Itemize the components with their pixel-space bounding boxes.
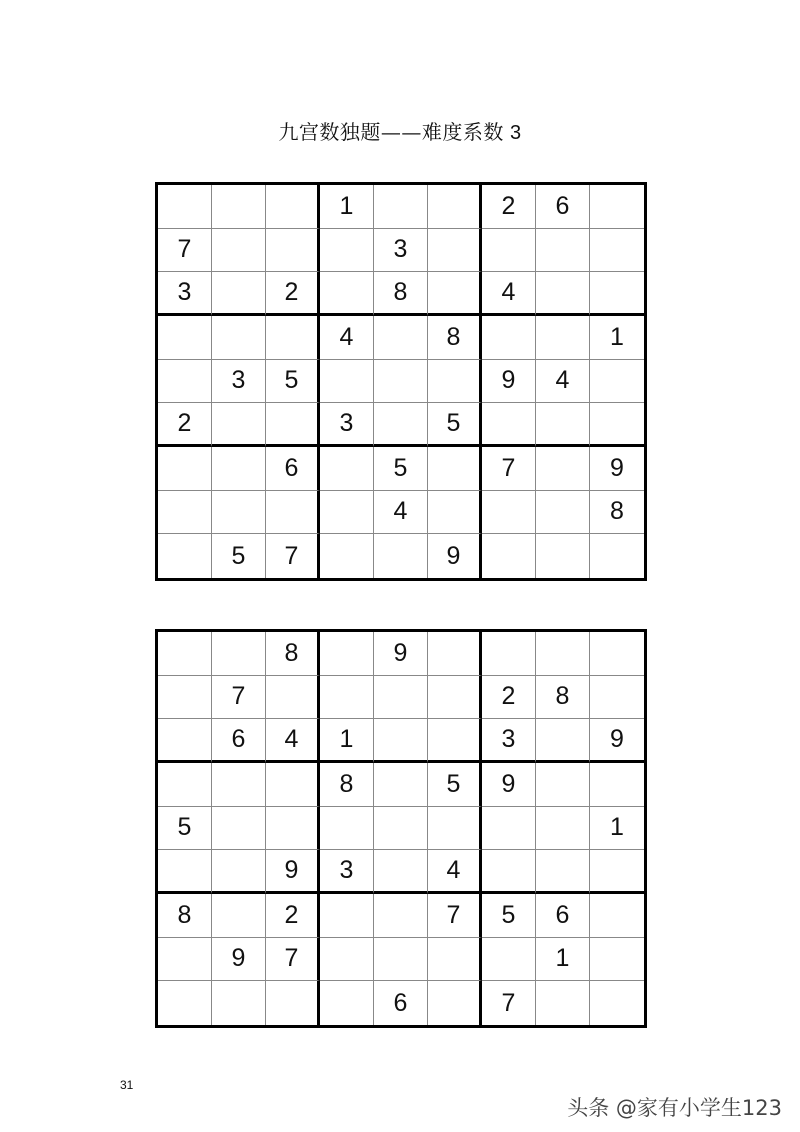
sudoku-cell — [536, 272, 590, 316]
sudoku-cell: 4 — [374, 491, 428, 535]
sudoku-cell — [428, 360, 482, 404]
sudoku-cell: 5 — [158, 807, 212, 851]
sudoku-cell — [590, 981, 644, 1025]
sudoku-cell: 1 — [320, 185, 374, 229]
sudoku-cell: 8 — [158, 894, 212, 938]
sudoku-cell — [482, 807, 536, 851]
sudoku-cell — [266, 676, 320, 720]
sudoku-cell: 3 — [212, 360, 266, 404]
sudoku-cell — [590, 632, 644, 676]
sudoku-cell: 6 — [374, 981, 428, 1025]
sudoku-cell: 8 — [428, 316, 482, 360]
sudoku-cell — [536, 719, 590, 763]
sudoku-cell — [374, 894, 428, 938]
sudoku-cell: 1 — [590, 807, 644, 851]
sudoku-cell: 5 — [212, 534, 266, 578]
sudoku-cell: 2 — [482, 676, 536, 720]
sudoku-cell — [428, 676, 482, 720]
sudoku-grid-1 — [155, 182, 647, 581]
sudoku-cell: 7 — [482, 447, 536, 491]
sudoku-cell — [536, 316, 590, 360]
sudoku-cell — [590, 534, 644, 578]
sudoku-cell: 9 — [590, 447, 644, 491]
sudoku-cell: 9 — [212, 938, 266, 982]
sudoku-cell: 8 — [266, 632, 320, 676]
sudoku-cell — [212, 447, 266, 491]
sudoku-cell — [158, 676, 212, 720]
sudoku-cell: 7 — [266, 534, 320, 578]
sudoku-cell — [428, 491, 482, 535]
sudoku-cell: 7 — [428, 894, 482, 938]
sudoku-cell — [590, 850, 644, 894]
sudoku-cell — [536, 807, 590, 851]
sudoku-cell — [482, 850, 536, 894]
sudoku-cell — [320, 894, 374, 938]
sudoku-cell — [374, 676, 428, 720]
sudoku-cell: 4 — [536, 360, 590, 404]
sudoku-cell: 4 — [428, 850, 482, 894]
sudoku-cell: 2 — [482, 185, 536, 229]
sudoku-cell — [266, 807, 320, 851]
sudoku-cell: 8 — [320, 763, 374, 807]
sudoku-cell — [590, 938, 644, 982]
sudoku-cell — [320, 632, 374, 676]
sudoku-cell — [482, 229, 536, 273]
sudoku-cell: 6 — [266, 447, 320, 491]
title-text: 九宫数独题——难度系数 — [278, 120, 504, 144]
sudoku-cell — [158, 360, 212, 404]
sudoku-cell — [536, 229, 590, 273]
sudoku-cell — [320, 229, 374, 273]
sudoku-cell: 1 — [320, 719, 374, 763]
sudoku-cell — [266, 491, 320, 535]
sudoku-cell: 8 — [590, 491, 644, 535]
sudoku-cell — [374, 360, 428, 404]
sudoku-cell — [158, 534, 212, 578]
sudoku-grid-2 — [155, 629, 647, 1028]
sudoku-cell: 3 — [482, 719, 536, 763]
sudoku-cell — [320, 807, 374, 851]
sudoku-cell — [320, 981, 374, 1025]
sudoku-cell: 6 — [212, 719, 266, 763]
sudoku-cell: 2 — [266, 894, 320, 938]
sudoku-cell: 8 — [536, 676, 590, 720]
sudoku-cell — [374, 850, 428, 894]
sudoku-cell — [536, 981, 590, 1025]
sudoku-cell — [158, 719, 212, 763]
sudoku-cell — [266, 229, 320, 273]
sudoku-cell: 1 — [590, 316, 644, 360]
sudoku-cell — [158, 763, 212, 807]
sudoku-cell — [212, 229, 266, 273]
sudoku-cell — [374, 316, 428, 360]
sudoku-cell: 4 — [266, 719, 320, 763]
sudoku-cell — [428, 719, 482, 763]
sudoku-cell: 5 — [266, 360, 320, 404]
sudoku-cell: 3 — [320, 403, 374, 447]
sudoku-cell — [482, 632, 536, 676]
sudoku-cell — [374, 807, 428, 851]
sudoku-cell — [428, 938, 482, 982]
sudoku-cell — [212, 403, 266, 447]
sudoku-cell — [428, 632, 482, 676]
sudoku-cell — [266, 763, 320, 807]
sudoku-cell — [212, 850, 266, 894]
sudoku-cell — [590, 676, 644, 720]
difficulty-level: 3 — [509, 122, 522, 144]
sudoku-cell — [374, 403, 428, 447]
sudoku-cell: 7 — [158, 229, 212, 273]
sudoku-cell: 6 — [536, 185, 590, 229]
sudoku-cell — [536, 632, 590, 676]
sudoku-cell: 5 — [428, 763, 482, 807]
sudoku-cell — [482, 403, 536, 447]
sudoku-cell: 8 — [374, 272, 428, 316]
sudoku-cell: 2 — [158, 403, 212, 447]
sudoku-cell — [320, 534, 374, 578]
sudoku-cell — [428, 807, 482, 851]
sudoku-cell — [590, 229, 644, 273]
sudoku-cell: 9 — [482, 763, 536, 807]
sudoku-cell — [158, 981, 212, 1025]
sudoku-cell — [536, 850, 590, 894]
sudoku-cell — [266, 981, 320, 1025]
sudoku-cell — [212, 894, 266, 938]
sudoku-cell — [428, 447, 482, 491]
sudoku-cell: 4 — [482, 272, 536, 316]
sudoku-cell: 3 — [374, 229, 428, 273]
sudoku-cell: 9 — [374, 632, 428, 676]
sudoku-cell: 5 — [482, 894, 536, 938]
sudoku-cell — [536, 534, 590, 578]
sudoku-cell — [158, 447, 212, 491]
sudoku-cell: 5 — [428, 403, 482, 447]
sudoku-cell: 4 — [320, 316, 374, 360]
sudoku-cell — [158, 938, 212, 982]
sudoku-cell — [320, 938, 374, 982]
sudoku-cell — [428, 185, 482, 229]
sudoku-cell — [590, 360, 644, 404]
sudoku-cell: 9 — [266, 850, 320, 894]
sudoku-cell — [536, 447, 590, 491]
sudoku-cell — [320, 360, 374, 404]
sudoku-cell — [482, 316, 536, 360]
sudoku-cell — [266, 185, 320, 229]
sudoku-cell — [536, 403, 590, 447]
sudoku-cell — [212, 632, 266, 676]
sudoku-cell — [590, 894, 644, 938]
sudoku-cell: 7 — [266, 938, 320, 982]
sudoku-cell — [212, 807, 266, 851]
sudoku-cell — [266, 403, 320, 447]
page-title — [0, 116, 800, 145]
sudoku-cell: 7 — [212, 676, 266, 720]
sudoku-cell: 5 — [374, 447, 428, 491]
sudoku-cell — [428, 272, 482, 316]
sudoku-cell — [158, 316, 212, 360]
sudoku-cell — [212, 185, 266, 229]
sudoku-cell — [590, 272, 644, 316]
sudoku-cell — [374, 763, 428, 807]
sudoku-cell — [158, 185, 212, 229]
sudoku-cell: 3 — [158, 272, 212, 316]
sudoku-cell: 9 — [590, 719, 644, 763]
sudoku-cell — [212, 491, 266, 535]
sudoku-cell — [212, 981, 266, 1025]
sudoku-cell — [320, 272, 374, 316]
sudoku-cell: 7 — [482, 981, 536, 1025]
sudoku-cell — [482, 491, 536, 535]
sudoku-cell — [320, 447, 374, 491]
sudoku-cell — [428, 981, 482, 1025]
sudoku-cell — [374, 938, 428, 982]
page-number: 31 — [120, 1078, 134, 1092]
sudoku-cell — [590, 403, 644, 447]
sudoku-cell — [266, 316, 320, 360]
sudoku-cell — [374, 534, 428, 578]
sudoku-cell: 1 — [536, 938, 590, 982]
sudoku-cell: 2 — [266, 272, 320, 316]
sudoku-cell: 9 — [428, 534, 482, 578]
sudoku-cell — [212, 763, 266, 807]
sudoku-cell — [212, 272, 266, 316]
sudoku-cell — [212, 316, 266, 360]
sudoku-cell — [158, 632, 212, 676]
sudoku-cell — [374, 185, 428, 229]
sudoku-cell — [536, 491, 590, 535]
sudoku-cell — [374, 719, 428, 763]
sudoku-cell — [590, 185, 644, 229]
sudoku-cell — [158, 491, 212, 535]
sudoku-cell — [482, 534, 536, 578]
sudoku-cell: 3 — [320, 850, 374, 894]
sudoku-cell — [590, 763, 644, 807]
sudoku-cell — [536, 763, 590, 807]
sudoku-cell — [158, 850, 212, 894]
sudoku-cell: 9 — [482, 360, 536, 404]
sudoku-cell — [320, 676, 374, 720]
watermark: 头条 @家有小学生123 — [567, 1096, 782, 1120]
sudoku-cell — [428, 229, 482, 273]
sudoku-cell — [482, 938, 536, 982]
sudoku-cell — [320, 491, 374, 535]
sudoku-cell: 6 — [536, 894, 590, 938]
